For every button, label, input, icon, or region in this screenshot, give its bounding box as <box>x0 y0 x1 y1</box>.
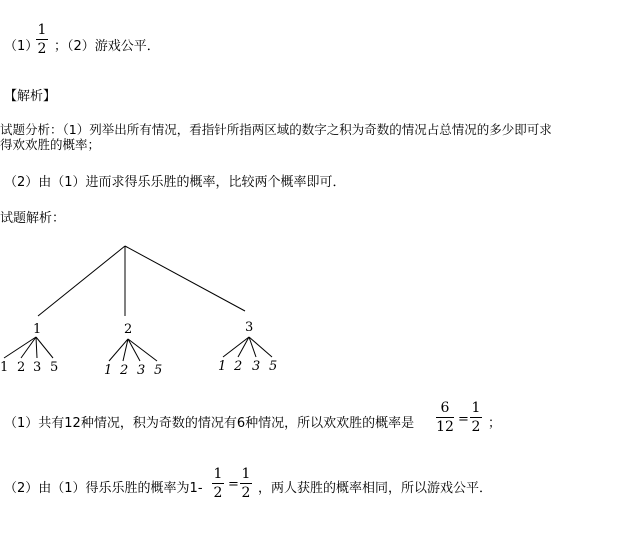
fraction-denominator: 2 <box>241 485 251 501</box>
fraction-denominator: 2 <box>471 419 481 435</box>
result1-fraction-a <box>436 400 454 435</box>
tree-leaf: 5 <box>154 363 163 378</box>
tree-leaf: 3 <box>252 359 261 374</box>
result1-fraction-b <box>470 400 482 435</box>
fraction-bar <box>240 483 252 484</box>
tree-branch-3 <box>125 246 245 311</box>
tree-node-1: 1 <box>33 322 42 337</box>
tree-leaf: 3 <box>33 360 42 375</box>
tree-leaf-line <box>128 339 140 361</box>
fraction-bar <box>212 483 224 484</box>
tree-leaf-line <box>238 337 249 357</box>
fraction-numerator: 1 <box>241 466 251 482</box>
fraction-bar <box>470 417 482 418</box>
result1-text: （1）共有12种情况，积为奇数的情况有6种情况，所以欢欢胜的概率是 <box>4 416 415 431</box>
tree-branch-1 <box>38 246 125 316</box>
result1-suffix: ； <box>488 416 502 431</box>
tree-leaf: 3 <box>137 363 146 378</box>
fraction-bar <box>436 417 454 418</box>
tree-node-3: 3 <box>245 320 254 335</box>
answer-fraction-denominator: 2 <box>37 41 47 57</box>
tree-leaf: 2 <box>234 359 243 374</box>
result2-fraction-b <box>240 466 252 501</box>
fraction-numerator: 6 <box>440 400 450 416</box>
result2-text: （2）由（1）得乐乐胜的概率为1- <box>4 481 203 496</box>
tree-leaf: 1 <box>0 360 9 375</box>
result2-fraction-a <box>212 466 224 501</box>
analysis-line-1: 试题分析：（1）列举出所有情况，看指针所指两区域的数字之积为奇数的情况占总情况的多少即可求 <box>0 122 552 137</box>
result2-suffix: ，两人获胜的概率相同，所以游戏公平． <box>258 481 493 496</box>
analysis-header: 【解析】 <box>4 89 57 104</box>
tree-leaf-line <box>223 337 249 357</box>
tree-leaf-line <box>128 339 157 361</box>
answer-part1-suffix: ；（2）游戏公平． <box>54 39 160 54</box>
tree-leaf-line <box>21 337 36 358</box>
tree-leaf-line <box>4 337 36 358</box>
tree-node-2: 2 <box>124 322 133 337</box>
equals-sign: = <box>228 477 239 492</box>
answer-part1-prefix: （1） <box>4 39 39 54</box>
fraction-numerator: 1 <box>471 400 481 416</box>
fraction-numerator: 1 <box>213 466 223 482</box>
equals-sign: = <box>458 412 469 427</box>
tree-leaf-line <box>36 337 37 358</box>
tree-leaf: 2 <box>120 363 129 378</box>
tree-leaf: 5 <box>50 360 59 375</box>
fraction-denominator: 2 <box>213 485 223 501</box>
tree-leaf: 1 <box>218 359 227 374</box>
tree-leaf: 2 <box>17 360 26 375</box>
analysis-line-2: 得欢欢胜的概率； <box>0 137 101 152</box>
tree-leaf: 1 <box>104 363 113 378</box>
analysis-line-3: （2）由（1）进而求得乐乐胜的概率，比较两个概率即可． <box>4 175 346 190</box>
fraction-denominator: 12 <box>436 419 454 435</box>
solution-header: 试题解析： <box>0 211 66 226</box>
tree-leaf: 5 <box>269 359 278 374</box>
tree-leaf-line <box>36 337 53 358</box>
answer-fraction-numerator: 1 <box>37 22 47 38</box>
